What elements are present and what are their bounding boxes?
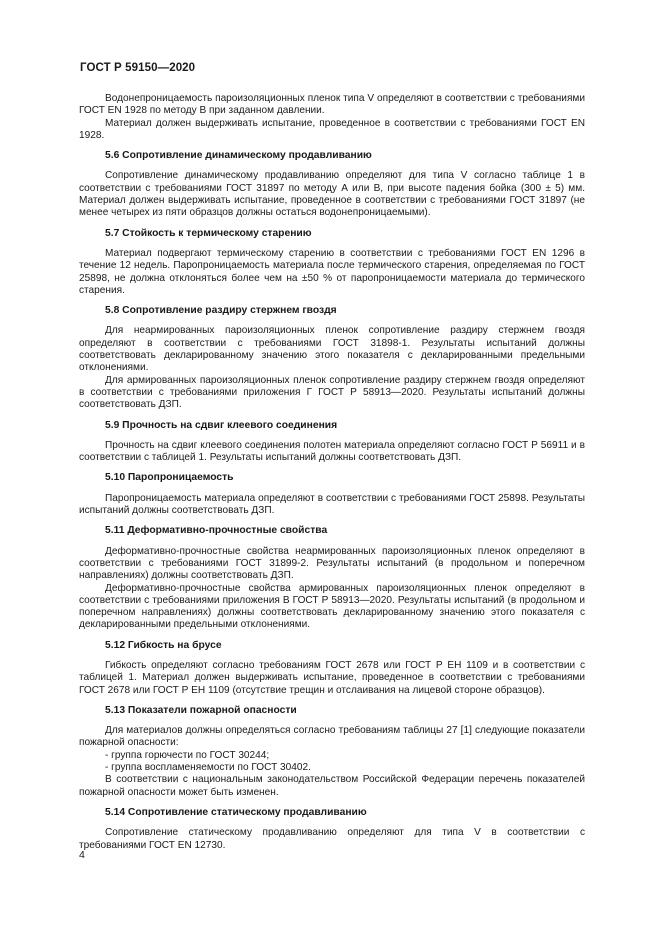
section-5-14 [79, 807, 585, 852]
section-heading: 5.10 Паропроницаемость [105, 472, 234, 484]
section-5-8 [79, 305, 585, 411]
section-heading: 5.14 Сопротивление статическому продавливанию [105, 806, 367, 818]
page-number: 4 [79, 849, 85, 861]
section-heading: 5.11 Деформативно-прочностные свойства [105, 525, 328, 537]
paragraph: Материал должен выдерживать испытание, проведенное в соответствии с требованиями ГОСТ EN 1928. [79, 117, 585, 141]
section-heading: 5.8 Сопротивление раздиру стержнем гвоздя [105, 305, 337, 317]
section-heading: 5.6 Сопротивление динамическому продавливанию [105, 150, 372, 162]
section-5-13 [79, 705, 585, 799]
paragraph: Деформативно-прочностные свойства армированных пароизоляционных пленок определяют в соответствии с требованиями приложения В ГОСТ Р 58913—2020. Результаты испытаний (в продольном и поперечном направлениях) должны соответствовать декларированному значению этого показателя с декларированными предельными отклонениями. [79, 582, 585, 631]
paragraph: Для неармированных пароизоляционных пленок сопротивление раздиру стержнем гвоздя определяют в соответствии с требованиями ГОСТ 31898-1. Результаты испытаний должны соответствовать декларированному значению этого показателя с декларированными предельными отклонениями. [79, 325, 585, 374]
list-item: - группа воспламеняемости по ГОСТ 30402. [105, 762, 311, 774]
section-5-12 [79, 640, 585, 697]
paragraph: Для материалов должны определяться согласно требованиям таблицы 27 [1] следующие показатели пожарной опасности: [79, 725, 585, 749]
section-heading: 5.9 Прочность на сдвиг клеевого соединения [105, 419, 338, 431]
paragraph: Для армированных пароизоляционных пленок сопротивление раздиру стержнем гвоздя определяют в соответствии с требованиями приложения Г ГОСТ Р 58913—2020. Результаты испытаний должны соответствовать ДЗП. [79, 374, 585, 411]
section-heading: 5.7 Стойкость к термическому старению [105, 227, 312, 239]
section-heading: 5.13 Показатели пожарной опасности [105, 704, 297, 716]
document-header: ГОСТ Р 59150—2020 [80, 62, 196, 74]
section-heading: 5.12 Гибкость на брусе [105, 639, 222, 651]
list-item: - группа горючести по ГОСТ 30244; [105, 749, 270, 761]
section-5-9 [79, 420, 585, 465]
section-5-7 [79, 228, 585, 297]
section-5-6 [79, 150, 585, 219]
paragraph: Прочность на сдвиг клеевого соединения полотен материала определяют согласно ГОСТ Р 56911 и в соответствии с таблицей 1. Результаты испытаний должны соответствовать ДЗП. [79, 439, 585, 464]
paragraph: Сопротивление динамическому продавливанию определяют для типа V согласно таблице 1 в соответствии с требованиями ГОСТ 31897 по методу А или В, при высоте падения бойка (300 ± 5) мм. Материал должен выдерживать испытание, проведенное в соответствии с требованиями ГОСТ 31897 (не менее четырех из пяти образцов должны остаться водонепроницаемыми). [79, 170, 585, 219]
section-intro [79, 93, 585, 142]
section-5-10 [79, 472, 585, 517]
paragraph: Водонепроницаемость пароизоляционных пленок типа V определяют в соответствии с требованиями ГОСТ EN 1928 по методу В при заданном давлении. [79, 93, 585, 117]
paragraph: Паропроницаемость материала определяют в соответствии с требованиями ГОСТ 25898. Результаты испытаний должны соответствовать ДЗП. [79, 492, 585, 517]
paragraph: Гибкость определяют согласно требованиям ГОСТ 2678 или ГОСТ Р ЕН 1109 и в соответствии с таблицей 1. Материал должен выдерживать испытание, проведенное в соответствии с требованиями ГОСТ 2678 или ГОСТ Р ЕН 1109 (отсутствие трещин и отслаивания на лицевой стороне образцов). [79, 659, 585, 696]
paragraph: Сопротивление статическому продавливанию определяют для типа V в соответствии с требованиями ГОСТ EN 12730. [79, 827, 585, 851]
paragraph: Деформативно-прочностные свойства неармированных пароизоляционных пленок определяют в соответствии с требованиями ГОСТ 31899-2. Результаты испытаний (в продольном и поперечном направлениях) должны соответствовать ДЗП. [79, 545, 585, 582]
section-5-11 [79, 525, 585, 631]
paragraph: Материал подвергают термическому старению в соответствии с требованиями ГОСТ EN 1296 в течение 12 недель. Паропроницаемость материала после термического старения, определяемая по ГОСТ 25898, не должна отклоняться более чем на ±50 % от паропроницаемости материала до термического старения. [79, 247, 585, 296]
document-body [79, 93, 585, 852]
paragraph: В соответствии с национальным законодательством Российской Федерации перечень показателей пожарной опасности может быть изменен. [79, 774, 585, 798]
